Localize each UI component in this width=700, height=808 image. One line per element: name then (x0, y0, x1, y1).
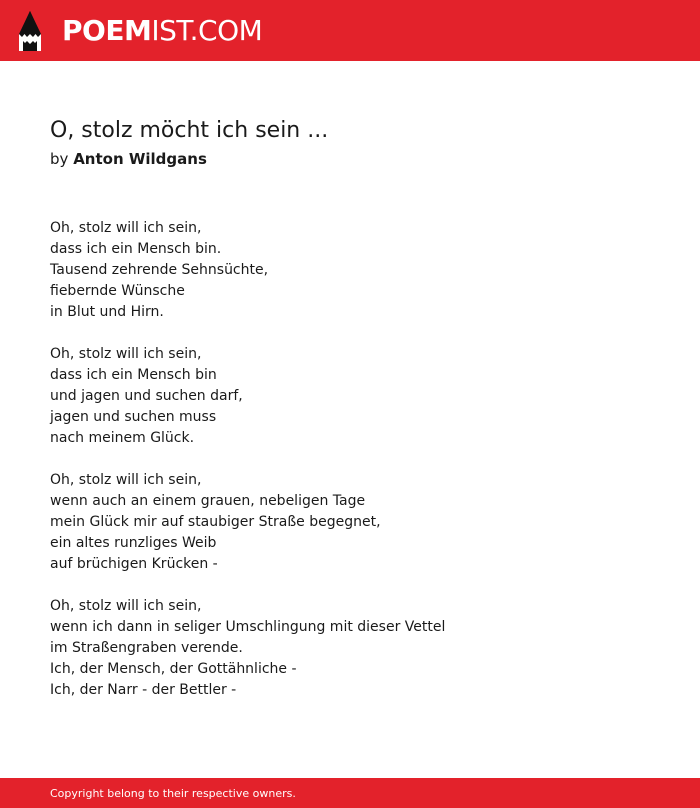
poem-line: dass ich ein Mensch bin. (50, 241, 222, 257)
poem-title: O, stolz möcht ich sein ... (50, 118, 329, 143)
poem-line: Oh, stolz will ich sein, (50, 598, 202, 614)
byline (50, 148, 207, 170)
poem-line: dass ich ein Mensch bin (50, 367, 217, 383)
poem-line: mein Glück mir auf staubiger Straße begegnet, (50, 514, 381, 530)
stanza (50, 470, 650, 575)
stanza (50, 596, 650, 701)
poem-line: jagen und suchen muss (50, 409, 217, 425)
poem-line: wenn ich dann in seliger Umschlingung mit dieser Vettel (50, 619, 446, 635)
logo-text-light: IST.COM (151, 14, 263, 47)
poem-line: Oh, stolz will ich sein, (50, 220, 202, 236)
logo-text-bold: POEM (62, 14, 152, 47)
poem-line: in Blut und Hirn. (50, 304, 164, 320)
poem-line: im Straßengraben verende. (50, 640, 243, 656)
author-name: Anton Wildgans (73, 150, 207, 168)
poem-line: ein altes runzliges Weib (50, 535, 217, 551)
poem-line: wenn auch an einem grauen, nebeligen Tage (50, 493, 366, 509)
poem-line: Oh, stolz will ich sein, (50, 346, 202, 362)
copyright-notice: Copyright belong to their respective owners. (50, 787, 296, 800)
poem-line: Ich, der Mensch, der Gottähnliche - (50, 661, 297, 677)
site-header (0, 0, 700, 61)
stanza (50, 218, 650, 323)
pencil-tip-icon[interactable] (18, 10, 42, 52)
poem-line: Oh, stolz will ich sein, (50, 472, 202, 488)
site-footer (0, 778, 700, 808)
stanza (50, 344, 650, 449)
poem-line: Tausend zehrende Sehnsüchte, (50, 262, 269, 278)
poem-line: nach meinem Glück. (50, 430, 195, 446)
site-logo[interactable] (62, 14, 262, 48)
by-label: by (50, 150, 69, 168)
poem-line: auf brüchigen Krücken - (50, 556, 218, 572)
poem-line: und jagen und suchen darf, (50, 388, 243, 404)
poem-line: fiebernde Wünsche (50, 283, 185, 299)
poem-line: Ich, der Narr - der Bettler - (50, 682, 237, 698)
poem-body (50, 218, 650, 722)
